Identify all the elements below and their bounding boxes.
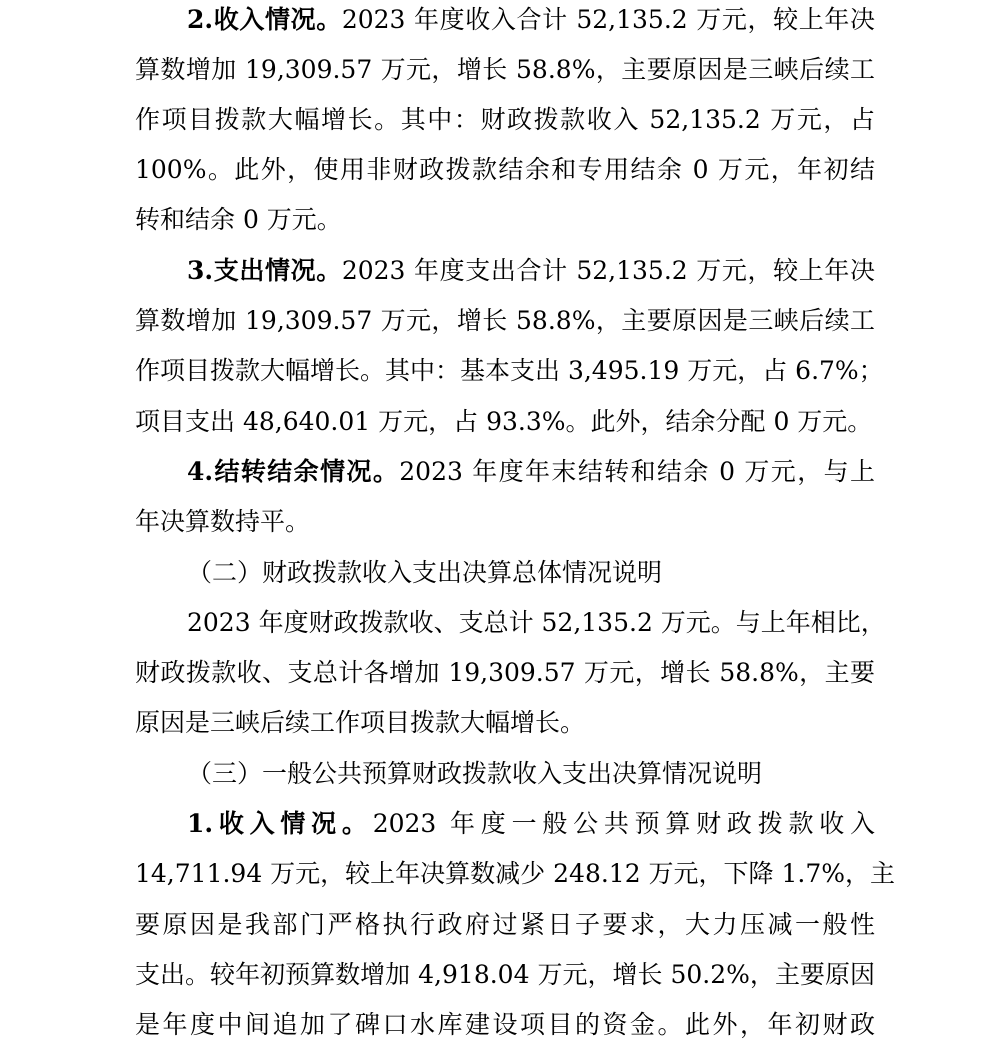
paragraph-line: 算数增加 19,309.57 万元，增长 58.8%，主要原因是三峡后续工: [135, 55, 875, 84]
paragraph-line: 要原因是我部门严格执行政府过紧日子要求，大力压减一般性: [135, 910, 875, 939]
paragraph-line: 原因是三峡后续工作项目拨款大幅增长。: [135, 708, 586, 737]
paragraph-line: [187, 254, 875, 288]
section-lead: 4.结转结余情况。: [187, 457, 400, 486]
paragraph-line: 年决算数持平。: [135, 507, 311, 536]
paragraph-line: 作项目拨款大幅增长。其中：财政拨款收入 52,135.2 万元，占: [135, 105, 875, 134]
paragraph-line: 财政拨款收、支总计各增加 19,309.57 万元，增长 58.8%，主要: [135, 658, 875, 687]
paragraph-line: 2023 年度财政拨款收、支总计 52,135.2 万元。与上年相比，: [187, 608, 886, 637]
paragraph-line: 支出。较年初预算数增加 4,918.04 万元，增长 50.2%，主要原因: [135, 960, 875, 989]
paragraph-line: 是年度中间追加了碑口水库建设项目的资金。此外，年初财政: [135, 1010, 875, 1039]
section-lead: 3.支出情况。: [187, 256, 342, 285]
line-text: 2023 年度年末结转和结余 0 万元，与上: [399, 457, 875, 486]
paragraph-line: [187, 3, 875, 37]
paragraph-line: [187, 455, 875, 489]
paragraph-line: 14,711.94 万元，较上年决算数减少 248.12 万元，下降 1.7%，主: [135, 859, 896, 888]
paragraph-line: 算数增加 19,309.57 万元，增长 58.8%，主要原因是三峡后续工: [135, 306, 875, 335]
paragraph-line: 作项目拨款大幅增长。其中：基本支出 3,495.19 万元，占 6.7%；: [135, 356, 884, 385]
paragraph-line: 项目支出 48,640.01 万元，占 93.3%。此外，结余分配 0 万元。: [135, 407, 873, 436]
line-text: 2023 年度支出合计 52,135.2 万元，较上年决: [341, 256, 875, 285]
section-heading: （二）财政拨款收入支出决算总体情况说明: [187, 558, 663, 587]
paragraph-line: [187, 807, 875, 841]
section-lead: 2.收入情况。: [187, 5, 342, 34]
line-text: 2023 年度收入合计 52,135.2 万元，较上年决: [341, 5, 875, 34]
section-heading: （三）一般公共预算财政拨款收入支出决算情况说明: [187, 759, 763, 788]
line-text: 2023 年度一般公共预算财政拨款收入: [372, 809, 875, 838]
section-lead: 1.收入情况。: [187, 809, 373, 838]
paragraph-line: 100%。此外，使用非财政拨款结余和专用结余 0 万元，年初结: [135, 155, 875, 184]
paragraph-line: 转和结余 0 万元。: [135, 205, 342, 234]
